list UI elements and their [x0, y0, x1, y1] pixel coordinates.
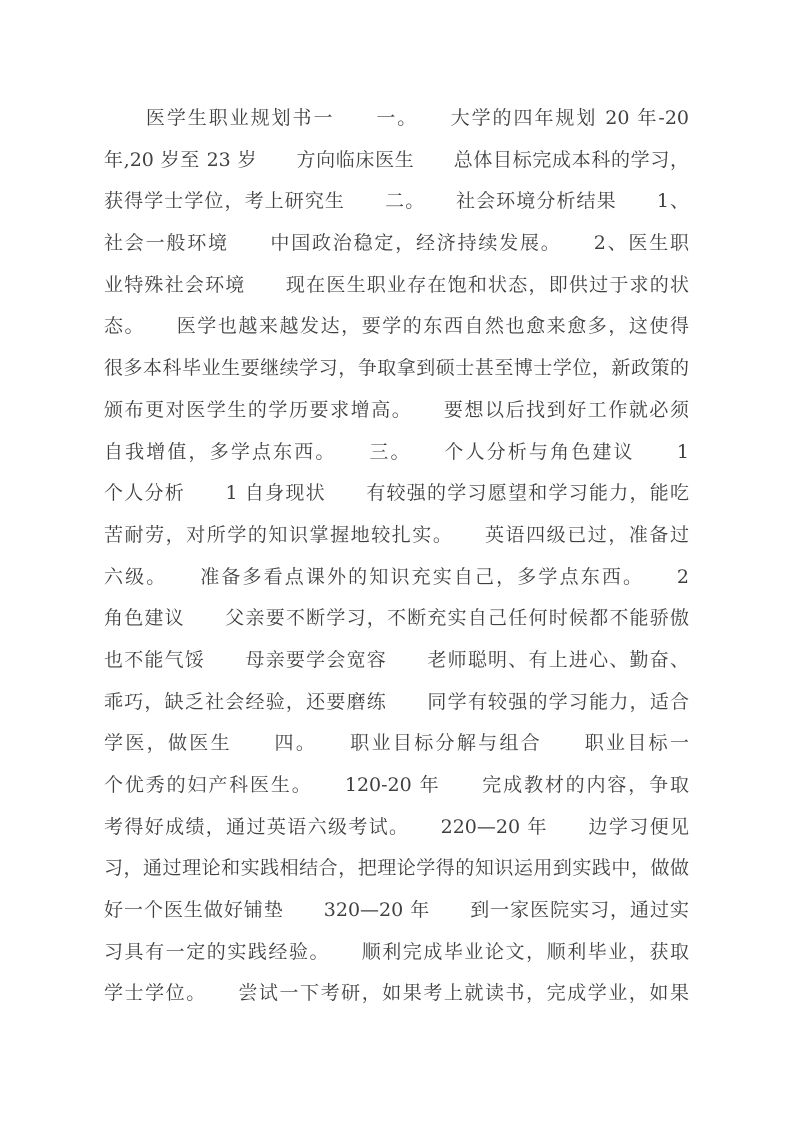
- text-line: 苦耐劳，对所学的知识掌握地较扎实。 英语四级已过，准备过: [104, 523, 689, 546]
- text-line: 乖巧，缺乏社会经验，还要磨练 同学有较强的学习能力，适合: [104, 690, 689, 713]
- text-line: 很多本科毕业生要继续学习，争取拿到硕士甚至博士学位，新政策的: [104, 357, 689, 380]
- text-line: 六级。 准备多看点课外的知识充实自己，多学点东西。 2: [104, 565, 689, 588]
- text-line: 态。 医学也越来越发达，要学的东西自然也愈来愈多，这使得: [104, 315, 689, 338]
- text-line: 学医，做医生 四。 职业目标分解与组合 职业目标一: [104, 732, 689, 755]
- text-line: 自我增值，多学点东西。 三。 个人分析与角色建议 1: [104, 440, 689, 463]
- text-line: 角色建议 父亲要不断学习，不断充实自己任何时候都不能骄傲: [104, 607, 689, 630]
- text-line: 习，通过理论和实践相结合，把理论学得的知识运用到实践中，做做: [104, 857, 689, 880]
- text-line: 颁布更对医学生的学历要求增高。 要想以后找到好工作就必须: [104, 398, 689, 421]
- text-line: 获得学士学位，考上研究生 二。 社会环境分析结果 1、: [104, 190, 689, 213]
- text-line: 好一个医生做好铺垫 320—20 年 到一家医院实习，通过实: [104, 899, 689, 922]
- text-line: 习具有一定的实践经验。 顺利完成毕业论文，顺利毕业，获取: [104, 940, 689, 963]
- text-line: 个人分析 1 自身现状 有较强的学习愿望和学习能力，能吃: [104, 482, 689, 505]
- text-line: 社会一般环境 中国政治稳定，经济持续发展。 2、医生职: [104, 232, 689, 255]
- text-line: 医学生职业规划书一 一。 大学的四年规划 20 年-20: [104, 107, 689, 129]
- text-line: 年,20 岁至 23 岁 方向临床医生 总体目标完成本科的学习，: [104, 148, 689, 171]
- text-line: 也不能气馁 母亲要学会宽容 老师聪明、有上进心、勤奋、: [104, 648, 689, 671]
- text-line: 学士学位。 尝试一下考研，如果考上就读书，完成学业，如果: [104, 982, 689, 1005]
- text-line: 个优秀的妇产科医生。 120-20 年 完成教材的内容，争取: [104, 774, 689, 796]
- document-text: [104, 98, 689, 1015]
- text-line: 业特殊社会环境 现在医生职业存在饱和状态，即供过于求的状: [104, 273, 689, 296]
- text-line: 考得好成绩，通过英语六级考试。 220—20 年 边学习便见: [104, 815, 689, 838]
